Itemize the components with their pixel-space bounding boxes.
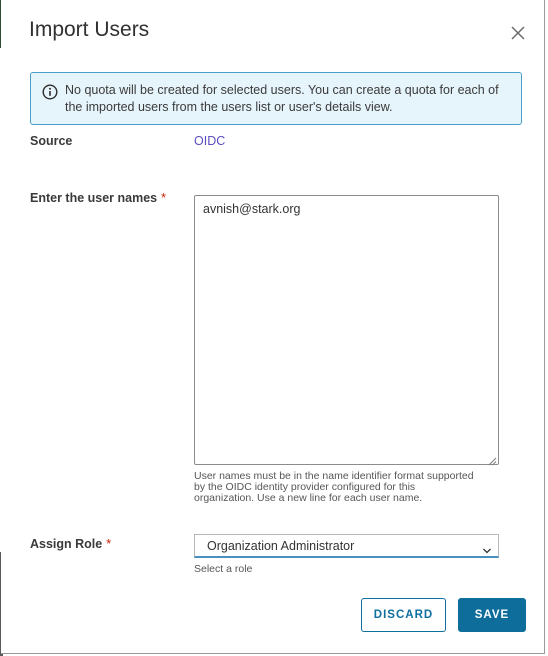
selected-role: Organization Administrator	[207, 539, 355, 553]
assign-role-helper: Select a role	[194, 563, 253, 575]
assign-role-label-text: Assign Role	[30, 537, 103, 551]
user-names-label	[30, 191, 166, 205]
save-button[interactable]: SAVE	[458, 598, 526, 632]
user-names-helper-line: by the OIDC identity provider configured for this	[194, 481, 416, 493]
dialog-title: Import Users	[29, 18, 150, 41]
user-names-helper-line: organization. Use a new line for each user name.	[194, 492, 423, 504]
assign-role-select[interactable]	[194, 534, 499, 558]
required-marker: *	[106, 537, 112, 551]
source-label: Source	[30, 134, 73, 148]
assign-role-label	[30, 537, 111, 551]
chevron-down-icon	[482, 542, 492, 550]
resize-handle-icon[interactable]	[487, 453, 497, 463]
user-names-helper-line: User names must be in the name identifier format supported	[194, 470, 474, 482]
info-alert	[30, 72, 522, 125]
info-icon	[42, 84, 58, 100]
required-marker: *	[161, 191, 167, 205]
user-names-label-text: Enter the user names	[30, 191, 158, 205]
close-icon[interactable]	[507, 22, 529, 44]
alert-message: No quota will be created for selected users. You can create a quota for each of the imported users from the users list or user's details view.	[65, 83, 499, 114]
import-users-dialog	[1, 0, 545, 654]
discard-button[interactable]: DISCARD	[361, 598, 446, 632]
user-names-textarea[interactable]	[194, 195, 499, 465]
source-value: OIDC	[194, 134, 226, 148]
